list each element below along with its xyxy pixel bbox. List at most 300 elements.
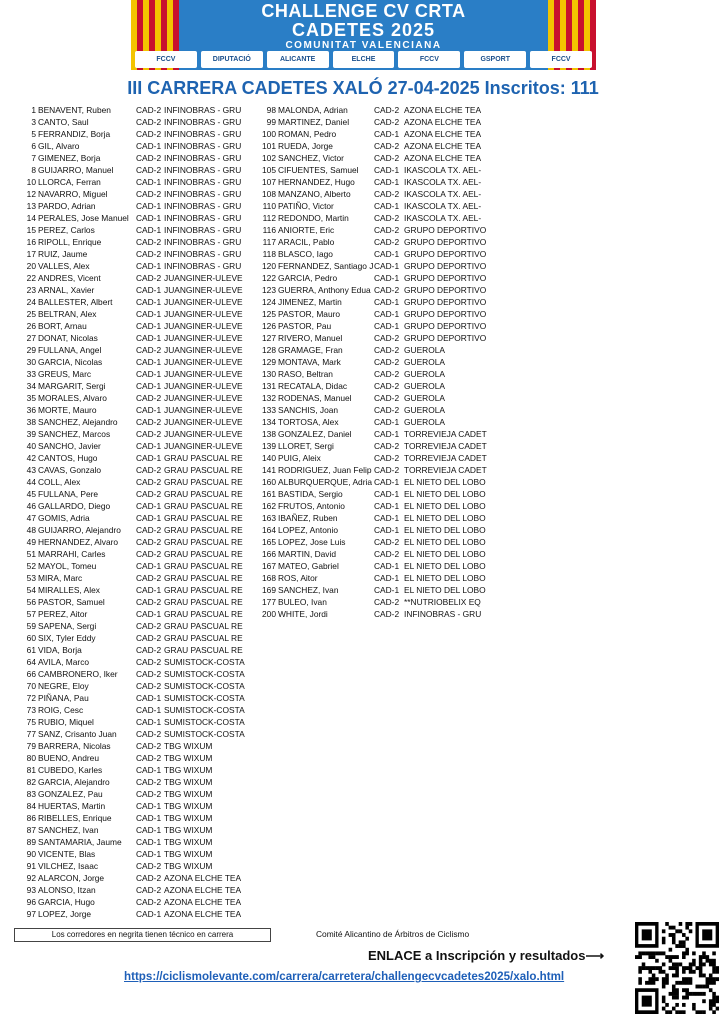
rider-num: 163 [262,513,276,523]
rider-cat: CAD-1 [136,321,162,331]
banner-line-1: CHALLENGE CV CRTA [261,1,466,21]
rider-num: 82 [26,777,36,787]
rider-num: 34 [26,381,36,391]
rider-team: GRUPO DEPORTIVO [404,297,487,307]
rider-num: 167 [262,561,276,571]
rider-num: 140 [262,453,276,463]
rider-num: 44 [26,477,36,487]
rider-cat: CAD-2 [136,777,162,787]
rider-num: 107 [262,177,276,187]
rider-team: GRAU PASCUAL RE [164,489,243,499]
rider-num: 102 [262,153,276,163]
rider-cat: CAD-1 [136,837,162,847]
rider-name: GIMENEZ, Borja [38,153,101,163]
banner-line-3: COMUNITAT VALENCIANA [285,40,442,51]
rider-num: 36 [26,405,36,415]
rider-num: 49 [26,537,36,547]
rider-cat: CAD-1 [374,477,400,487]
rider-team: INFINOBRAS - GRU [164,249,242,259]
rider-name: GALLARDO, Diego [38,501,111,511]
rider-cat: CAD-1 [374,585,400,595]
rider-cat: CAD-1 [136,333,162,343]
rider-team: JUANGINER-ULEVE [164,405,243,415]
rider-name: RASO, Beltran [278,369,333,379]
rider-cat: CAD-2 [136,885,162,895]
rider-cat: CAD-2 [136,429,162,439]
rider-num: 92 [26,873,36,883]
rider-team: AZONA ELCHE TEA [404,129,482,139]
rider-name: MANZANO, Alberto [278,189,351,199]
committee-label: Comité Alicantino de Árbitros de Ciclismo [316,929,470,939]
rider-team: IKASCOLA TX. AEL- [404,177,482,187]
rider-cat: CAD-2 [374,405,400,415]
rider-team: EL NIETO DEL LOBO [404,525,486,535]
rider-num: 38 [26,417,36,427]
rider-cat: CAD-2 [136,273,162,283]
header-banner [131,0,596,70]
rider-num: 7 [31,153,36,163]
rider-name: FULLANA, Angel [38,345,102,355]
rider-cat: CAD-1 [374,201,400,211]
rider-cat: CAD-2 [374,465,400,475]
rider-num: 15 [26,225,36,235]
rider-team: SUMISTOCK-COSTA [164,681,245,691]
rider-name: VALLES, Alex [38,261,90,271]
bold-riders-note: Los corredores en negrita tienen técnico en carrera [14,928,271,942]
rider-num: 89 [26,837,36,847]
rider-num: 46 [26,501,36,511]
rider-name: BUENO, Andreu [38,753,99,763]
rider-team: JUANGINER-ULEVE [164,429,243,439]
rider-num: 108 [262,189,276,199]
rider-team: JUANGINER-ULEVE [164,417,243,427]
rider-cat: CAD-1 [136,453,162,463]
rider-num: 80 [26,753,36,763]
rider-num: 33 [26,369,36,379]
rider-num: 72 [26,693,36,703]
rider-num: 1 [31,105,36,115]
rider-team: GRAU PASCUAL RE [164,573,243,583]
rider-name: MAYOL, Tomeu [38,561,97,571]
rider-num: 75 [26,717,36,727]
rider-num: 141 [262,465,276,475]
rider-team: TORREVIEJA CADET [404,429,487,439]
rider-team: TBG WIXUM [164,849,213,859]
rider-num: 53 [26,573,36,583]
rider-name: PEREZ, Carlos [38,225,95,235]
rider-num: 45 [26,489,36,499]
rider-name: MIRALLES, Alex [38,585,100,595]
rider-team: GRAU PASCUAL RE [164,633,243,643]
rider-cat: CAD-2 [136,657,162,667]
rider-name: PARDO, Adrian [38,201,96,211]
rider-team: TBG WIXUM [164,765,213,775]
rider-name: SANCHEZ, Victor [278,153,344,163]
rider-num: 117 [262,237,276,247]
rider-num: 98 [266,105,276,115]
rider-num: 23 [26,285,36,295]
rider-cat: CAD-2 [136,753,162,763]
rider-num: 83 [26,789,36,799]
rider-team: TBG WIXUM [164,813,213,823]
rider-team: GRAU PASCUAL RE [164,513,243,523]
rider-name: ROMAN, Pedro [278,129,337,139]
rider-team: SUMISTOCK-COSTA [164,717,245,727]
rider-team: GRAU PASCUAL RE [164,621,243,631]
rider-name: GIL, Alvaro [38,141,80,151]
rider-name: VICENTE, Blas [38,849,96,859]
rider-num: 134 [262,417,276,427]
rider-cat: CAD-1 [136,801,162,811]
rider-team: AZONA ELCHE TEA [404,153,482,163]
rider-name: CUBEDO, Karles [38,765,103,775]
rider-name: SANCHEZ, Ivan [278,585,339,595]
rider-cat: CAD-2 [136,549,162,559]
rider-num: 5 [31,129,36,139]
rider-team: **NUTRIOBELIX EQ [404,597,481,607]
rider-num: 14 [26,213,36,223]
rider-name: HERNANDEZ, Alvaro [38,537,119,547]
rider-cat: CAD-1 [136,297,162,307]
rider-num: 161 [262,489,276,499]
rider-cat: CAD-1 [136,357,162,367]
rider-cat: CAD-2 [136,525,162,535]
rider-team: INFINOBRAS - GRU [164,105,242,115]
rider-num: 12 [26,189,36,199]
rider-cat: CAD-2 [136,669,162,679]
rider-cat: CAD-1 [136,285,162,295]
rider-name: LLORCA, Ferran [38,177,101,187]
rider-team: JUANGINER-ULEVE [164,273,243,283]
rider-num: 70 [26,681,36,691]
rider-cat: CAD-1 [136,261,162,271]
rider-name: VILCHEZ, Isaac [38,861,99,871]
rider-name: ROIG, Cesc [38,705,84,715]
rider-num: 25 [26,309,36,319]
rider-num: 27 [26,333,36,343]
rider-num: 8 [31,165,36,175]
rider-cat: CAD-1 [136,225,162,235]
sponsor-logo: DIPUTACIÓ [201,51,263,68]
rider-name: PUIG, Aleix [278,453,321,463]
rider-name: NEGRE, Eloy [38,681,89,691]
rider-num: 160 [262,477,276,487]
rider-num: 112 [262,213,276,223]
rider-name: MARRAHI, Carles [38,549,106,559]
rider-team: GRUPO DEPORTIVO [404,249,487,259]
rider-team: IKASCOLA TX. AEL- [404,165,482,175]
rider-team: SUMISTOCK-COSTA [164,693,245,703]
rider-team: GRUPO DEPORTIVO [404,285,487,295]
rider-cat: CAD-1 [374,165,400,175]
rider-num: 200 [262,609,276,619]
rider-team: GUEROLA [404,357,445,367]
rider-num: 130 [262,369,276,379]
rider-num: 165 [262,537,276,547]
rider-name: SANCHIS, Joan [278,405,339,415]
rider-num: 131 [262,381,276,391]
rider-team: INFINOBRAS - GRU [164,189,242,199]
rider-team: INFINOBRAS - GRU [164,141,242,151]
rider-name: MARTIN, David [278,549,337,559]
rider-team: IKASCOLA TX. AEL- [404,201,482,211]
rider-team: GRUPO DEPORTIVO [404,237,487,247]
rider-num: 84 [26,801,36,811]
rider-team: EL NIETO DEL LOBO [404,501,486,511]
rider-team: GRAU PASCUAL RE [164,453,243,463]
rider-team: GUEROLA [404,381,445,391]
rider-team: INFINOBRAS - GRU [164,213,242,223]
rider-team: EL NIETO DEL LOBO [404,549,486,559]
rider-name: BULEO, Ivan [278,597,327,607]
rider-num: 54 [26,585,36,595]
rider-name: PASTOR, Samuel [38,597,105,607]
rider-cat: CAD-2 [374,333,400,343]
rider-num: 60 [26,633,36,643]
rider-name: SANCHEZ, Alejandro [38,417,118,427]
rider-cat: CAD-1 [136,405,162,415]
rider-num: 122 [262,273,276,283]
rider-name: RODRIGUEZ, Juan Felip [278,465,372,475]
rider-num: 105 [262,165,276,175]
rider-team: JUANGINER-ULEVE [164,285,243,295]
rider-cat: CAD-1 [374,177,400,187]
rider-num: 17 [26,249,36,259]
rider-cat: CAD-1 [136,177,162,187]
rider-cat: CAD-1 [136,441,162,451]
rider-num: 168 [262,573,276,583]
rider-num: 47 [26,513,36,523]
rider-num: 132 [262,393,276,403]
rider-name: BARRERA, Nicolas [38,741,111,751]
rider-name: FRUTOS, Antonio [278,501,345,511]
rider-num: 30 [26,357,36,367]
rider-num: 43 [26,465,36,475]
rider-team: INFINOBRAS - GRU [164,117,242,127]
rider-num: 64 [26,657,36,667]
rider-team: GUEROLA [404,393,445,403]
rider-name: SANTAMARIA, Jaume [38,837,122,847]
rider-name: MIRA, Marc [38,573,83,583]
rider-num: 59 [26,621,36,631]
rider-name: REDONDO, Martin [278,213,349,223]
rider-name: MARGARIT, Sergi [38,381,106,391]
rider-team: EL NIETO DEL LOBO [404,489,486,499]
rider-cat: CAD-1 [136,369,162,379]
rider-num: 56 [26,597,36,607]
rider-cat: CAD-2 [136,873,162,883]
rider-num: 97 [26,909,36,919]
qr-code-icon[interactable] [635,922,719,1014]
rider-cat: CAD-2 [136,345,162,355]
rider-name: COLL, Alex [38,477,81,487]
rider-team: GRUPO DEPORTIVO [404,225,487,235]
rider-team: SUMISTOCK-COSTA [164,669,245,679]
sponsor-logo: GSPORT [464,51,526,68]
rider-name: BELTRAN, Alex [38,309,97,319]
rider-num: 16 [26,237,36,247]
sponsor-logo: FCCV [398,51,460,68]
rider-team: GRUPO DEPORTIVO [404,333,487,343]
rider-cat: CAD-1 [136,849,162,859]
rider-cat: CAD-2 [136,789,162,799]
rider-cat: CAD-1 [136,909,162,919]
rider-name: TORTOSA, Alex [278,417,339,427]
rider-num: 129 [262,357,276,367]
rider-cat: CAD-2 [136,897,162,907]
rider-cat: CAD-1 [136,309,162,319]
rider-cat: CAD-1 [136,765,162,775]
rider-num: 87 [26,825,36,835]
rider-cat: CAD-2 [374,369,400,379]
rider-cat: CAD-2 [136,537,162,547]
rider-num: 51 [26,549,36,559]
rider-team: IKASCOLA TX. AEL- [404,213,482,223]
rider-cat: CAD-2 [136,681,162,691]
rider-cat: CAD-2 [374,285,400,295]
rider-cat: CAD-1 [374,561,400,571]
rider-cat: CAD-1 [136,561,162,571]
rider-name: GARCIA, Nicolas [38,357,103,367]
results-link[interactable]: https://ciclismolevante.com/carrera/carretera/challengecvcadetes2025/xalo.html [124,970,565,983]
rider-name: GONZALEZ, Pau [38,789,103,799]
rider-cat: CAD-2 [374,453,400,463]
rider-cat: CAD-2 [374,117,400,127]
rider-num: 138 [262,429,276,439]
rider-name: RIVERO, Manuel [278,333,343,343]
rider-name: LOPEZ, Antonio [278,525,339,535]
rider-cat: CAD-2 [136,117,162,127]
rider-num: 127 [262,333,276,343]
rider-team: INFINOBRAS - GRU [164,177,242,187]
rider-cat: CAD-2 [136,645,162,655]
rider-name: VIDA, Borja [38,645,82,655]
rider-team: GRUPO DEPORTIVO [404,261,487,271]
rider-name: MONTAVA, Mark [278,357,341,367]
rider-cat: CAD-1 [374,489,400,499]
rider-team: TBG WIXUM [164,741,213,751]
rider-cat: CAD-2 [374,345,400,355]
rider-cat: CAD-1 [136,693,162,703]
rider-name: DONAT, Nicolas [38,333,98,343]
rider-cat: CAD-1 [136,585,162,595]
rider-num: 123 [262,285,276,295]
rider-team: GUEROLA [404,405,445,415]
rider-name: ARACIL, Pablo [278,237,335,247]
rider-num: 10 [26,177,36,187]
rider-team: INFINOBRAS - GRU [404,609,482,619]
rider-name: MATEO, Gabriel [278,561,339,571]
rider-team: EL NIETO DEL LOBO [404,573,486,583]
rider-name: CIFUENTES, Samuel [278,165,359,175]
rider-name: SANCHEZ, Ivan [38,825,99,835]
rider-cat: CAD-2 [136,153,162,163]
rider-cat: CAD-2 [374,441,400,451]
rider-team: TBG WIXUM [164,861,213,871]
rider-team: IKASCOLA TX. AEL- [404,189,482,199]
rider-team: AZONA ELCHE TEA [404,105,482,115]
rider-num: 101 [262,141,276,151]
rider-name: GARCIA, Hugo [38,897,95,907]
rider-name: FERRANDIZ, Borja [38,129,111,139]
rider-team: JUANGINER-ULEVE [164,393,243,403]
rider-cat: CAD-1 [374,249,400,259]
rider-name: CAMBRONERO, Iker [38,669,118,679]
rider-team: TBG WIXUM [164,837,213,847]
rider-num: 40 [26,441,36,451]
rider-cat: CAD-1 [374,297,400,307]
rider-num: 125 [262,309,276,319]
rider-cat: CAD-1 [374,513,400,523]
rider-cat: CAD-1 [136,513,162,523]
rider-team: INFINOBRAS - GRU [164,153,242,163]
rider-name: ANIORTE, Eric [278,225,335,235]
rider-cat: CAD-2 [374,225,400,235]
rider-name: GARCIA, Alejandro [38,777,110,787]
rider-cat: CAD-2 [374,549,400,559]
rider-name: BLASCO, Iago [278,249,333,259]
rider-team: INFINOBRAS - GRU [164,237,242,247]
rider-num: 139 [262,441,276,451]
rider-name: SANZ, Crisanto Juan [38,729,117,739]
rider-team: INFINOBRAS - GRU [164,201,242,211]
rider-num: 86 [26,813,36,823]
rider-cat: CAD-1 [374,129,400,139]
rider-num: 3 [31,117,36,127]
rider-name: PEREZ, Aitor [38,609,88,619]
rider-num: 162 [262,501,276,511]
rider-cat: CAD-2 [136,489,162,499]
rider-cat: CAD-2 [136,417,162,427]
rider-num: 57 [26,609,36,619]
rider-team: GRAU PASCUAL RE [164,549,243,559]
rider-num: 73 [26,705,36,715]
rider-name: SANCHO, Javier [38,441,101,451]
rider-cat: CAD-2 [136,393,162,403]
rider-team: JUANGINER-ULEVE [164,321,243,331]
rider-team: EL NIETO DEL LOBO [404,537,486,547]
rider-cat: CAD-2 [374,213,400,223]
rider-cat: CAD-2 [374,609,400,619]
rider-num: 42 [26,453,36,463]
rider-name: BASTIDA, Sergio [278,489,343,499]
rider-cat: CAD-2 [374,189,400,199]
rider-cat: CAD-1 [374,261,400,271]
rider-name: AVILA, Marco [38,657,90,667]
banner-text [179,2,548,51]
rider-team: GRAU PASCUAL RE [164,645,243,655]
rider-name: GUIJARRO, Alejandro [38,525,121,535]
rider-num: 91 [26,861,36,871]
rider-team: JUANGINER-ULEVE [164,345,243,355]
rider-num: 96 [26,897,36,907]
rider-cat: CAD-1 [374,525,400,535]
rider-name: GONZALEZ, Daniel [278,429,352,439]
rider-name: LOPEZ, Jorge [38,909,92,919]
rider-team: SUMISTOCK-COSTA [164,705,245,715]
rider-name: PIÑANA, Pau [38,693,89,703]
rider-name: PASTOR, Mauro [278,309,341,319]
rider-cat: CAD-2 [136,573,162,583]
rider-num: 169 [262,585,276,595]
rider-team: INFINOBRAS - GRU [164,129,242,139]
rider-name: JIMENEZ, Martin [278,297,342,307]
rider-num: 100 [262,129,276,139]
rider-team: INFINOBRAS - GRU [164,165,242,175]
rider-name: MORTE, Mauro [38,405,97,415]
rider-name: CANTO, Saul [38,117,89,127]
rider-team: INFINOBRAS - GRU [164,225,242,235]
